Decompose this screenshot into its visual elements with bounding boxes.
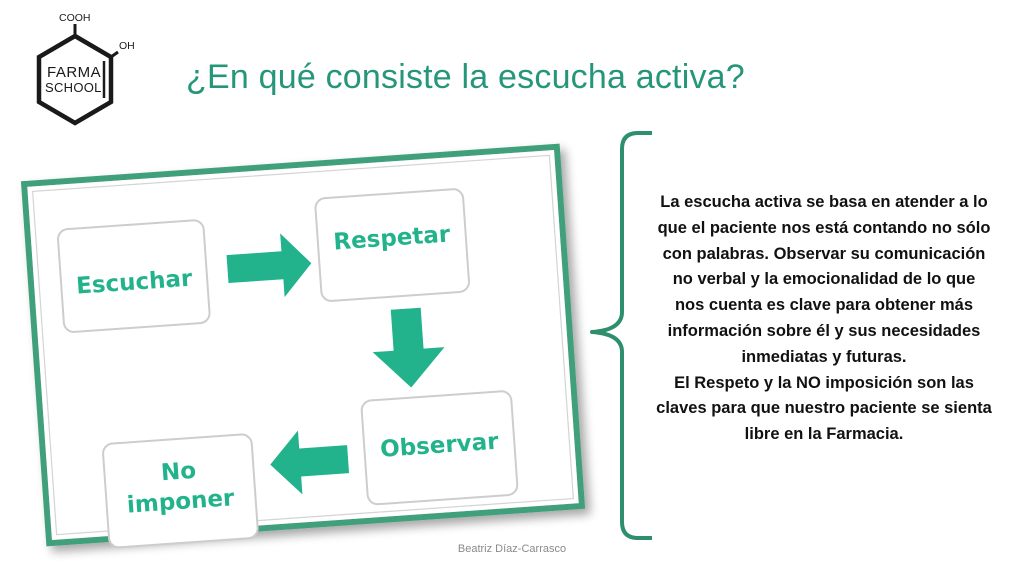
logo-farma-text: FARMA — [47, 64, 102, 81]
description-text — [656, 190, 992, 448]
page-title: ¿En qué consiste la escucha activa? — [186, 58, 745, 96]
description-paragraph-2: El Respeto y la NO imposición son las claves para que nuestro paciente se sienta libre en la Farmacia. — [656, 373, 992, 444]
label-no-imponer-line2: imponer — [126, 485, 236, 519]
footer-author: Beatriz Díaz-Carrasco — [457, 543, 567, 555]
logo-school-text: SCHOOL — [45, 80, 102, 95]
label-respetar: Respetar — [332, 221, 452, 256]
logo-oh-label: OH — [119, 40, 135, 52]
hexagon-logo-icon — [30, 8, 142, 126]
label-escuchar: Escuchar — [75, 265, 194, 300]
description-paragraph-1: La escucha activa se basa en atender a lo que el paciente nos está contando no sólo con palabras. Observar su comunicación no verbal y la emocionalidad de lo que nos cuenta es clave para obtener más información sobre él y sus necesidades inmediatas y futuras. — [657, 193, 991, 366]
label-observar: Observar — [379, 428, 500, 463]
farma-school-logo — [30, 8, 142, 126]
logo-cooh-label: COOH — [59, 12, 91, 24]
label-no-imponer-line1: No — [160, 457, 197, 487]
curly-brace-icon — [592, 133, 652, 538]
